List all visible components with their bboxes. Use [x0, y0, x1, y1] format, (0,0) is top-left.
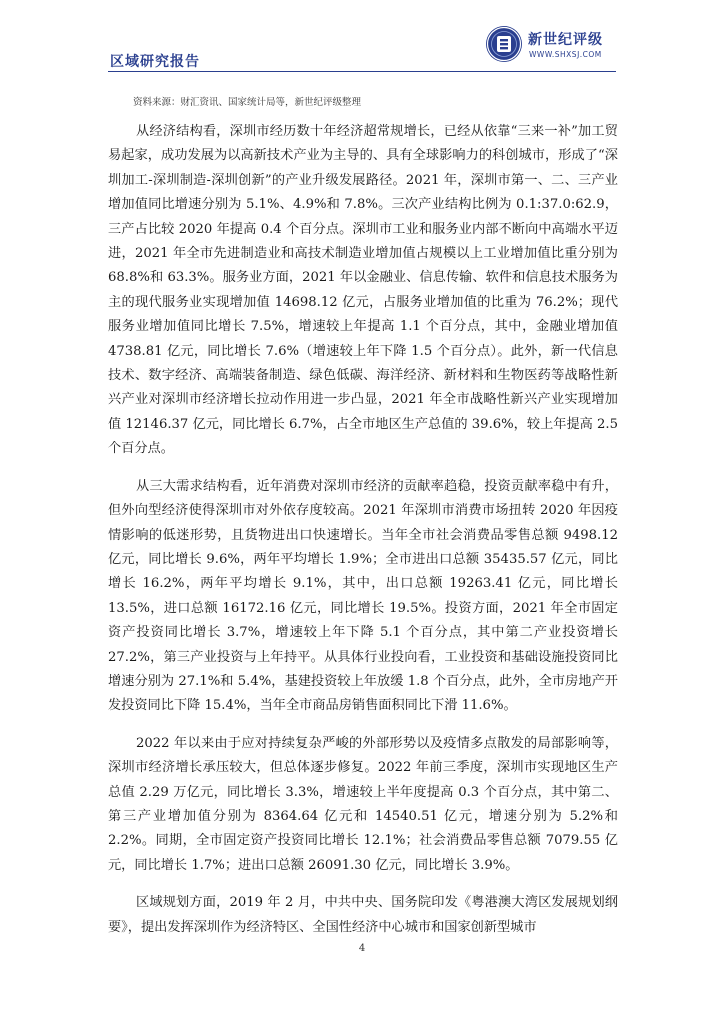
paragraph-economic-structure: 从经济结构看，深圳市经历数十年经济超常规增长，已经从依靠“三来一补”加工贸易起家，成功发展为以高新技术产业为主导的、具有全球影响力的科创城市，形成了“深圳加工-深圳制造-深圳创新”的产业升级发展路径。2021 年，深圳市第一、二、三产业增加值同比增速分别为 5.1%、4.9%和 7.8%。三次产业结构比例为 0.1:37.0:62.9，三产占比较 2020 年提高 0.4 个百分点。深圳市工业和服务业内部不断向中高端水平迈进，2021 年全市先进制造业和高技术制造业增加值占规模以上工业增加值比重分别为 68.8%和 63.3%。服务业方面，2021 年以金融业、信息传输、软件和信息技术服务为主的现代服务业实现增加值 14698.12 亿元，占服务业增加值的比重为 76.2%；现代服务业增加值同比增长 7.5%，增速较上年提高 1.1 个百分点，其中，金融业增加值 4738.81 亿元，同比增长 7.6%（增速较上年下降 1.5 个百分点）。此外，新一代信息技术、数字经济、高端装备制造、绿色低碳、海洋经济、新材料和生物医药等战略性新兴产业对深圳市经济增长拉动作用进一步凸显，2021 年全市战略性新兴产业实现增加值 12146.37 亿元，同比增长 6.7%，占全市地区生产总值的 39.6%，较上年提高 2.5 个百分点。 — [108, 124, 618, 457]
report-body — [108, 120, 618, 953]
paragraph-demand-structure: 从三大需求结构看，近年消费对深圳市经济的贡献率趋稳，投资贡献率稳中有升，但外向型经济使得深圳市对外依存度较高。2021 年深圳市消费市场扭转 2020 年因疫情影响的低迷形势，且货物进出口快速增长。当年全市社会消费品零售总额 9498.12 亿元，同比增长 9.6%，两年平均增长 1.9%；全市进出口总额 35435.57 亿元，同比增长 16.2%，两年平均增长 9.1%，其中，出口总额 19263.41 亿元，同比增长 13.5%，进口总额 16172.16 亿元，同比增长 19.5%。投资方面，2021 年全市固定资产投资同比增长 3.7%，增速较上年下降 5.1 个百分点，其中第二产业投资增长 27.2%，第三产业投资与上年持平。从具体行业投向看，工业投资和基础设施投资同比增速分别为 27.1%和 5.4%，基建投资较上年放缓 1.8 个百分点，此外，全市房地产开发投资同比下降 15.4%，当年全市商品房销售面积同比下滑 11.6%。 — [108, 478, 618, 714]
header-divider — [108, 71, 616, 72]
page-number: 4 — [358, 943, 366, 954]
paragraph-regional-planning: 区域规划方面，2019 年 2 月，中共中央、国务院印发《粤港澳大湾区发展规划纲要》，提出发挥深圳作为经济特区、全国性经济中心城市和国家创新型城市 — [108, 895, 618, 935]
logo-emblem-icon — [486, 26, 522, 62]
report-type-title: 区域研究报告 — [110, 54, 200, 70]
page-header — [0, 0, 724, 75]
logo-url-text: WWW.SHXSJ.COM — [529, 50, 602, 59]
company-logo — [486, 26, 620, 66]
logo-name-text: 新世纪评级 — [528, 32, 603, 48]
data-source-note: 资料来源：财汇资讯、国家统计局等，新世纪评级整理 — [133, 97, 362, 108]
paragraph-2022-performance: 2022 年以来由于应对持续复杂严峻的外部形势以及疫情多点散发的局部影响等，深圳市经济增长承压较大，但总体逐步修复。2022 年前三季度，深圳市实现地区生产总值 2.29 万亿元，同比增长 3.3%，增速较上半年度提高 0.3 个百分点，其中第二、第三产业增加值分别为 8364.64 亿元和 14540.51 亿元，增速分别为 5.2%和 2.2%。同期，全市固定资产投资同比增长 12.1%；社会消费品零售总额 7079.55 亿元，同比增长 1.7%；进出口总额 26091.30 亿元，同比增长 3.9%。 — [108, 735, 618, 873]
